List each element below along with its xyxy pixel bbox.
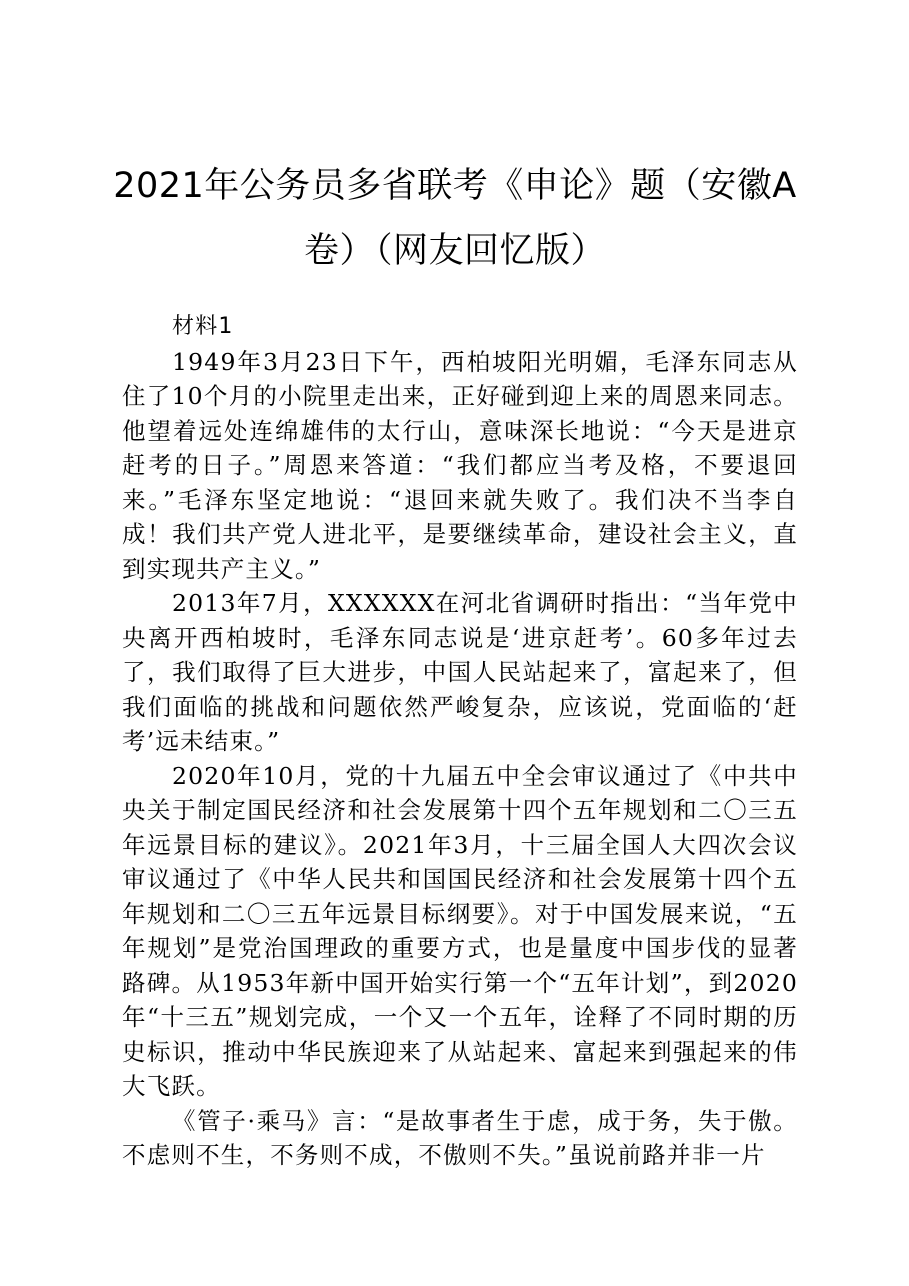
paragraph-4: 《管子·乘马》言：“是故事者生于虑，成于务，失于傲。不虑则不生，不务则不成，不傲则不失。”虽说前路并非一片	[122, 1106, 798, 1169]
document-title-line-2: 卷）（网友回忆版）	[303, 231, 606, 271]
paragraph-2: 2013年7月，XXXXXX在河北省调研时指出：“当年党中央离开西柏坡时，毛泽东同志说是‘进京赶考’。60多年过去了，我们取得了巨大进步，中国人民站起来了，富起来了，但我们面临的挑战和问题依然严峻复杂，应该说，党面临的‘赶考’远未结束。”	[122, 589, 798, 755]
paragraph-1: 1949年3月23日下午，西柏坡阳光明媚，毛泽东同志从住了10个月的小院里走出来，正好碰到迎上来的周恩来同志。他望着远处连绵雄伟的太行山，意味深长地说：“今天是进京赶考的日子。”周恩来答道：“我们都应当考及格，不要退回来。”毛泽东坚定地说：“退回来就失败了。我们决不当李自成！我们共产党人进北平，是要继续革命，建设社会主义，直到实现共产主义。”	[122, 347, 798, 583]
section-label: 材料1	[172, 314, 234, 339]
document-body	[122, 310, 798, 1173]
paragraph-3: 2020年10月，党的十九届五中全会审议通过了《中共中央关于制定国民经济和社会发展第十四个五年规划和二〇三五年远景目标的建议》。2021年3月，十三届全国人大四次会议审议通过了《中华人民共和国国民经济和社会发展第十四个五年规划和二〇三五年远景目标纲要》。对于中国发展来说，“五年规划”是党治国理政的重要方式，也是量度中国步伐的显著路碑。从1953年新中国开始实行第一个“五年计划”，到2020年“十三五”规划完成，一个又一个五年，诠释了不同时期的历史标识，推动中华民族迎来了从站起来、富起来到强起来的伟大飞跃。	[122, 761, 798, 1100]
document-title-line-1: 2021年公务员多省联考《申论》题（安徽A	[113, 166, 797, 206]
